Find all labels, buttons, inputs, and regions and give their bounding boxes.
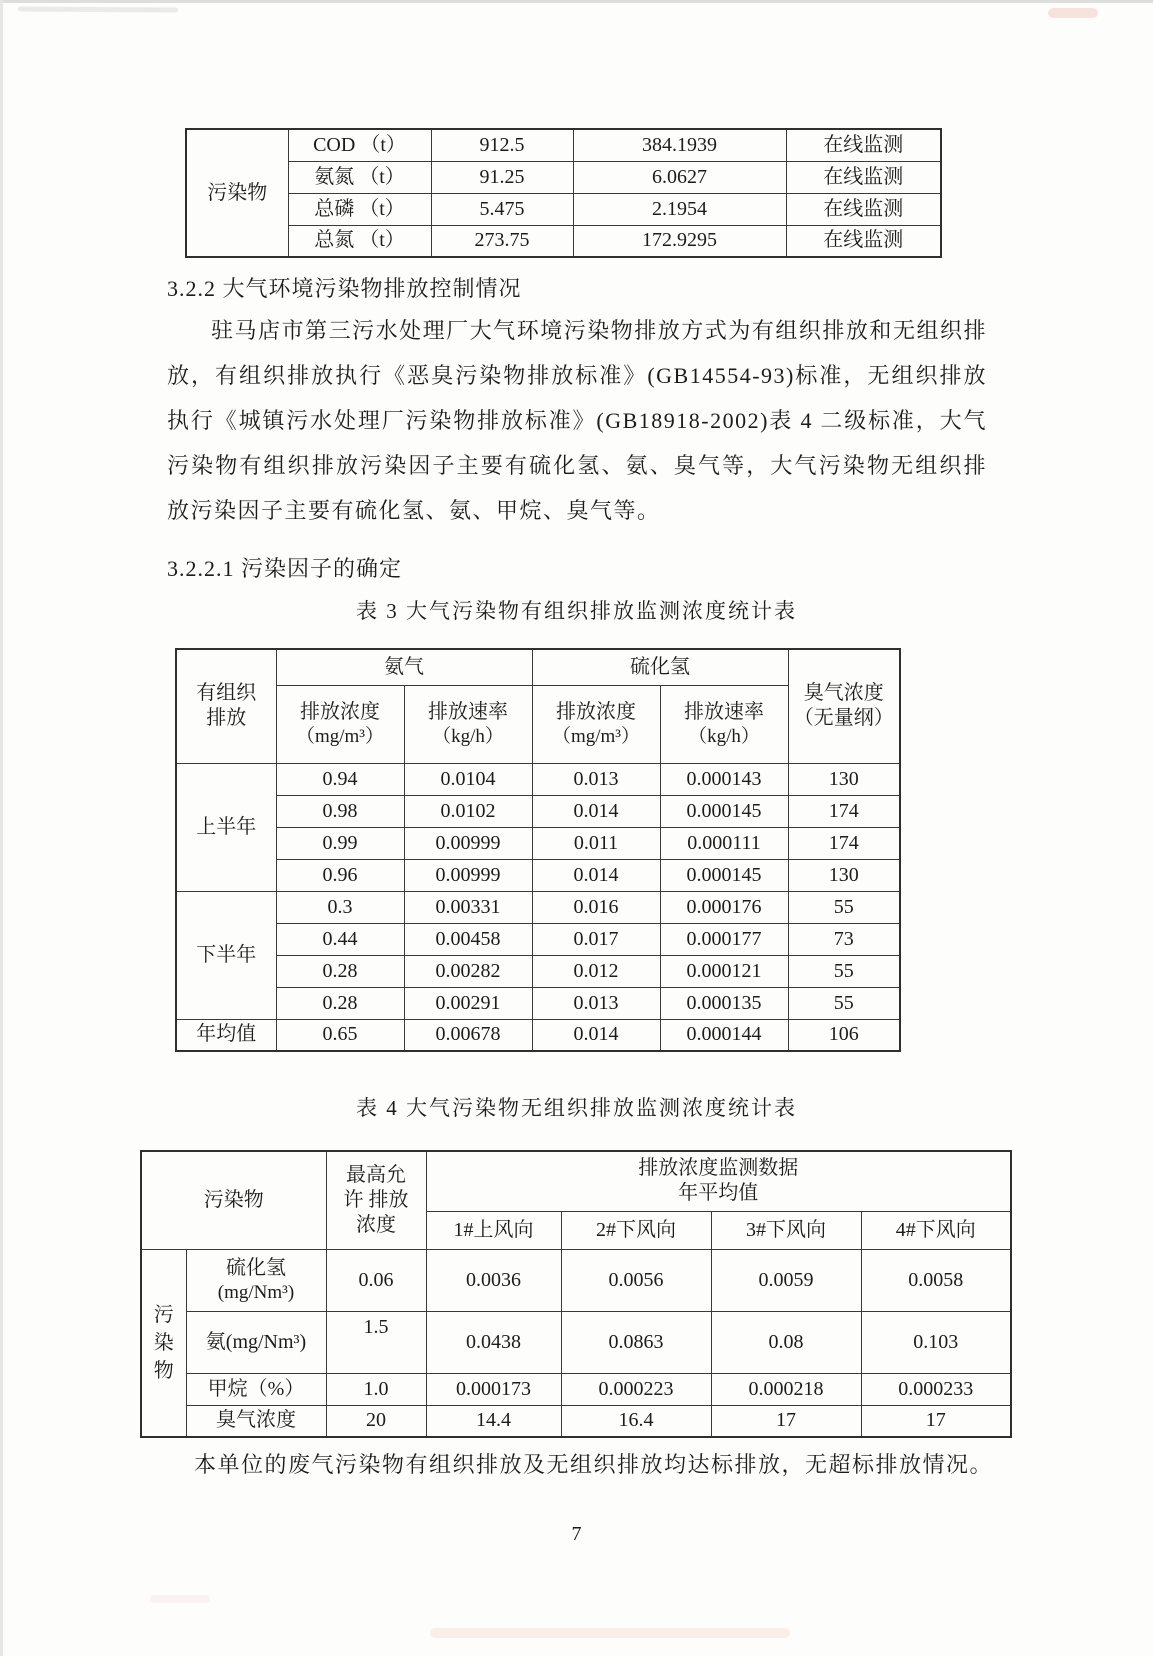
table-row bbox=[176, 763, 900, 795]
value-cell: 130 bbox=[788, 763, 900, 795]
value-cell: 0.0102 bbox=[404, 795, 532, 827]
value-cell: 0.000233 bbox=[861, 1373, 1011, 1405]
page-number: 7 bbox=[571, 1523, 582, 1545]
value-cell: 0.0104 bbox=[404, 763, 532, 795]
value-cell: 0.103 bbox=[861, 1311, 1011, 1373]
pollutant-name-cell: COD （t） bbox=[288, 129, 431, 161]
value-cell: 0.000223 bbox=[561, 1373, 711, 1405]
value-cell: 0.014 bbox=[532, 859, 660, 891]
table-row bbox=[176, 955, 900, 987]
pollutant-name-cell: 臭气浓度 bbox=[186, 1405, 326, 1437]
row-header-pollutant: 污染物 bbox=[186, 129, 288, 257]
sub-header bbox=[532, 685, 660, 763]
value-cell: 0.28 bbox=[276, 955, 404, 987]
monitor-data-line2: 年平均值 bbox=[678, 1182, 759, 1205]
value-cell: 0.99 bbox=[276, 827, 404, 859]
group-header-h2s: 硫化氢 bbox=[532, 649, 788, 685]
odor-header-line2: （无量纲） bbox=[793, 707, 894, 730]
direction-header-2: 2#下风向 bbox=[561, 1211, 711, 1249]
scan-smudge bbox=[1048, 8, 1098, 18]
sub-header-unit: （mg/m³） bbox=[551, 725, 641, 747]
value-cell: 174 bbox=[788, 827, 900, 859]
value-cell: 0.014 bbox=[532, 1019, 660, 1051]
value-cell: 0.08 bbox=[711, 1311, 861, 1373]
sub-header bbox=[660, 685, 788, 763]
value-cell: 0.000121 bbox=[660, 955, 788, 987]
value-cell: 14.4 bbox=[426, 1405, 561, 1437]
value-cell: 0.00458 bbox=[404, 923, 532, 955]
sub-header-unit: （kg/h） bbox=[432, 725, 504, 747]
max-allowed-line2: 许 排放 bbox=[343, 1188, 409, 1211]
table-row bbox=[176, 827, 900, 859]
value-cell: 0.011 bbox=[532, 827, 660, 859]
value-cell: 55 bbox=[788, 955, 900, 987]
pollutant-name-cell: 氨(mg/Nm³) bbox=[186, 1311, 326, 1373]
pollutant-name-cell: 总磷 （t） bbox=[288, 193, 431, 225]
value-cell: 106 bbox=[788, 1019, 900, 1051]
pollutant-unit: (mg/Nm³) bbox=[217, 1281, 295, 1303]
sub-header-unit: （kg/h） bbox=[688, 725, 760, 747]
value-cell: 0.00678 bbox=[404, 1019, 532, 1051]
value-cell: 0.000111 bbox=[660, 827, 788, 859]
table-row bbox=[176, 923, 900, 955]
vertical-pollutant-label bbox=[141, 1249, 186, 1437]
value-cell: 0.0056 bbox=[561, 1249, 711, 1311]
unorganized-emission-table bbox=[140, 1150, 1012, 1438]
monitor-method-cell: 在线监测 bbox=[786, 225, 941, 257]
value-cell: 0.00291 bbox=[404, 987, 532, 1019]
vertical-char: 物 bbox=[153, 1359, 174, 1382]
limit-cell: 0.06 bbox=[326, 1249, 426, 1311]
sub-header-label: 排放浓度 bbox=[556, 700, 636, 723]
value-cell: 17 bbox=[711, 1405, 861, 1437]
value-cell: 6.0627 bbox=[573, 161, 786, 193]
corner-header-line1: 有组织 bbox=[196, 682, 257, 705]
value-cell: 0.0036 bbox=[426, 1249, 561, 1311]
scan-edge-left bbox=[0, 0, 3, 1656]
value-cell: 174 bbox=[788, 795, 900, 827]
table-row bbox=[176, 795, 900, 827]
pollutant-name-cell bbox=[186, 1249, 326, 1311]
table-row bbox=[176, 987, 900, 1019]
corner-header-line2: 排放 bbox=[206, 707, 247, 730]
value-cell: 0.28 bbox=[276, 987, 404, 1019]
value-cell: 0.65 bbox=[276, 1019, 404, 1051]
limit-cell: 20 bbox=[326, 1405, 426, 1437]
corner-header bbox=[176, 649, 276, 763]
value-cell: 0.3 bbox=[276, 891, 404, 923]
table-row bbox=[141, 1405, 1011, 1437]
organized-emission-table bbox=[175, 648, 901, 1052]
sub-header-label: 排放浓度 bbox=[300, 700, 380, 723]
monitor-method-cell: 在线监测 bbox=[786, 129, 941, 161]
value-cell: 0.94 bbox=[276, 763, 404, 795]
value-cell: 912.5 bbox=[431, 129, 573, 161]
value-cell: 0.98 bbox=[276, 795, 404, 827]
value-cell: 0.00999 bbox=[404, 827, 532, 859]
conclusion-paragraph: 本单位的废气污染物有组织排放及无组织排放均达标排放，无超标排放情况。 bbox=[194, 1452, 994, 1477]
value-cell: 0.0438 bbox=[426, 1311, 561, 1373]
vertical-char: 染 bbox=[153, 1331, 174, 1354]
value-cell: 0.00331 bbox=[404, 891, 532, 923]
table-row bbox=[176, 1019, 900, 1051]
value-cell: 55 bbox=[788, 891, 900, 923]
value-cell: 0.0863 bbox=[561, 1311, 711, 1373]
value-cell: 2.1954 bbox=[573, 193, 786, 225]
table-row bbox=[176, 859, 900, 891]
value-cell: 130 bbox=[788, 859, 900, 891]
value-cell: 0.013 bbox=[532, 987, 660, 1019]
group-header-ammonia: 氨气 bbox=[276, 649, 532, 685]
sub-header bbox=[404, 685, 532, 763]
monitor-data-header bbox=[426, 1151, 1011, 1211]
table-row bbox=[141, 1373, 1011, 1405]
value-cell: 0.000135 bbox=[660, 987, 788, 1019]
section-heading-3221: 3.2.2.1 污染因子的确定 bbox=[167, 556, 403, 581]
body-paragraph: 驻马店市第三污水处理厂大气环境污染物排放方式为有组织排放和无组织排放，有组织排放执行《恶臭污染物排放标准》(GB14554-93)标准，无组织排放执行《城镇污水处理厂污染物排放标准》(GB18918-2002)表 4 二级标准，大气污染物有组织排放污染因子主要有硫化氢、氨、臭气等，大气污染物无组织排放污染因子主要有硫化氢、氨、甲烷、臭气等。 bbox=[167, 318, 987, 523]
value-cell: 0.96 bbox=[276, 859, 404, 891]
value-cell: 0.000145 bbox=[660, 859, 788, 891]
pollutant-header: 污染物 bbox=[141, 1151, 326, 1249]
table-row bbox=[141, 1151, 1011, 1211]
monitor-data-line1: 排放浓度监测数据 bbox=[638, 1157, 799, 1180]
sub-header-label: 排放速率 bbox=[684, 700, 764, 723]
table-row bbox=[186, 161, 941, 193]
max-allowed-header bbox=[326, 1151, 426, 1249]
value-cell: 5.475 bbox=[431, 193, 573, 225]
pollutant-name-cell: 甲烷（%） bbox=[186, 1373, 326, 1405]
value-cell: 17 bbox=[861, 1405, 1011, 1437]
table-row bbox=[186, 129, 941, 161]
value-cell: 0.016 bbox=[532, 891, 660, 923]
table-row bbox=[186, 193, 941, 225]
sub-header-label: 排放速率 bbox=[428, 700, 508, 723]
sub-header bbox=[276, 685, 404, 763]
scan-smudge bbox=[150, 1595, 210, 1603]
value-cell: 0.00282 bbox=[404, 955, 532, 987]
period-header-first-half: 上半年 bbox=[176, 763, 276, 891]
max-allowed-line1: 最高允 bbox=[346, 1163, 406, 1186]
value-cell: 0.000218 bbox=[711, 1373, 861, 1405]
table3-title: 表 3 大气污染物有组织排放监测浓度统计表 bbox=[356, 599, 797, 623]
value-cell: 16.4 bbox=[561, 1405, 711, 1437]
vertical-char: 污 bbox=[153, 1303, 174, 1326]
scan-edge-top bbox=[0, 0, 1153, 3]
monitor-method-cell: 在线监测 bbox=[786, 193, 941, 225]
value-cell: 0.0058 bbox=[861, 1249, 1011, 1311]
value-cell: 0.000143 bbox=[660, 763, 788, 795]
value-cell: 0.013 bbox=[532, 763, 660, 795]
limit-cell: 1.0 bbox=[326, 1373, 426, 1405]
direction-header-4: 4#下风向 bbox=[861, 1211, 1011, 1249]
value-cell: 384.1939 bbox=[573, 129, 786, 161]
value-cell: 0.014 bbox=[532, 795, 660, 827]
value-cell: 273.75 bbox=[431, 225, 573, 257]
value-cell: 172.9295 bbox=[573, 225, 786, 257]
value-cell: 73 bbox=[788, 923, 900, 955]
odor-header-line1: 臭气浓度 bbox=[803, 682, 884, 705]
value-cell: 0.0059 bbox=[711, 1249, 861, 1311]
value-cell: 0.000173 bbox=[426, 1373, 561, 1405]
value-cell: 0.44 bbox=[276, 923, 404, 955]
table-row bbox=[176, 891, 900, 923]
value-cell: 0.000177 bbox=[660, 923, 788, 955]
value-cell: 0.017 bbox=[532, 923, 660, 955]
table-row bbox=[186, 225, 941, 257]
period-header-annual-avg: 年均值 bbox=[176, 1019, 276, 1051]
value-cell: 0.000144 bbox=[660, 1019, 788, 1051]
value-cell: 0.012 bbox=[532, 955, 660, 987]
value-cell: 0.000145 bbox=[660, 795, 788, 827]
direction-header-3: 3#下风向 bbox=[711, 1211, 861, 1249]
period-header-second-half: 下半年 bbox=[176, 891, 276, 1019]
water-pollutant-table bbox=[185, 128, 942, 258]
limit-cell: 1.5 bbox=[326, 1311, 426, 1373]
value-cell: 91.25 bbox=[431, 161, 573, 193]
odor-header bbox=[788, 649, 900, 763]
table-row bbox=[176, 649, 900, 685]
monitor-method-cell: 在线监测 bbox=[786, 161, 941, 193]
pollutant-name: 硫化氢 bbox=[226, 1256, 286, 1279]
pollutant-name-cell: 总氮 （t） bbox=[288, 225, 431, 257]
table-row bbox=[141, 1311, 1011, 1373]
direction-header-1: 1#上风向 bbox=[426, 1211, 561, 1249]
table-row bbox=[141, 1249, 1011, 1311]
sub-header-unit: （mg/m³） bbox=[295, 725, 385, 747]
pollutant-name-cell: 氨氮 （t） bbox=[288, 161, 431, 193]
scan-smudge bbox=[430, 1628, 790, 1638]
value-cell: 0.00999 bbox=[404, 859, 532, 891]
value-cell: 0.000176 bbox=[660, 891, 788, 923]
section-heading-322: 3.2.2 大气环境污染物排放控制情况 bbox=[167, 276, 522, 301]
max-allowed-line3: 浓度 bbox=[356, 1213, 396, 1236]
table4-title: 表 4 大气污染物无组织排放监测浓度统计表 bbox=[356, 1096, 797, 1120]
value-cell: 55 bbox=[788, 987, 900, 1019]
